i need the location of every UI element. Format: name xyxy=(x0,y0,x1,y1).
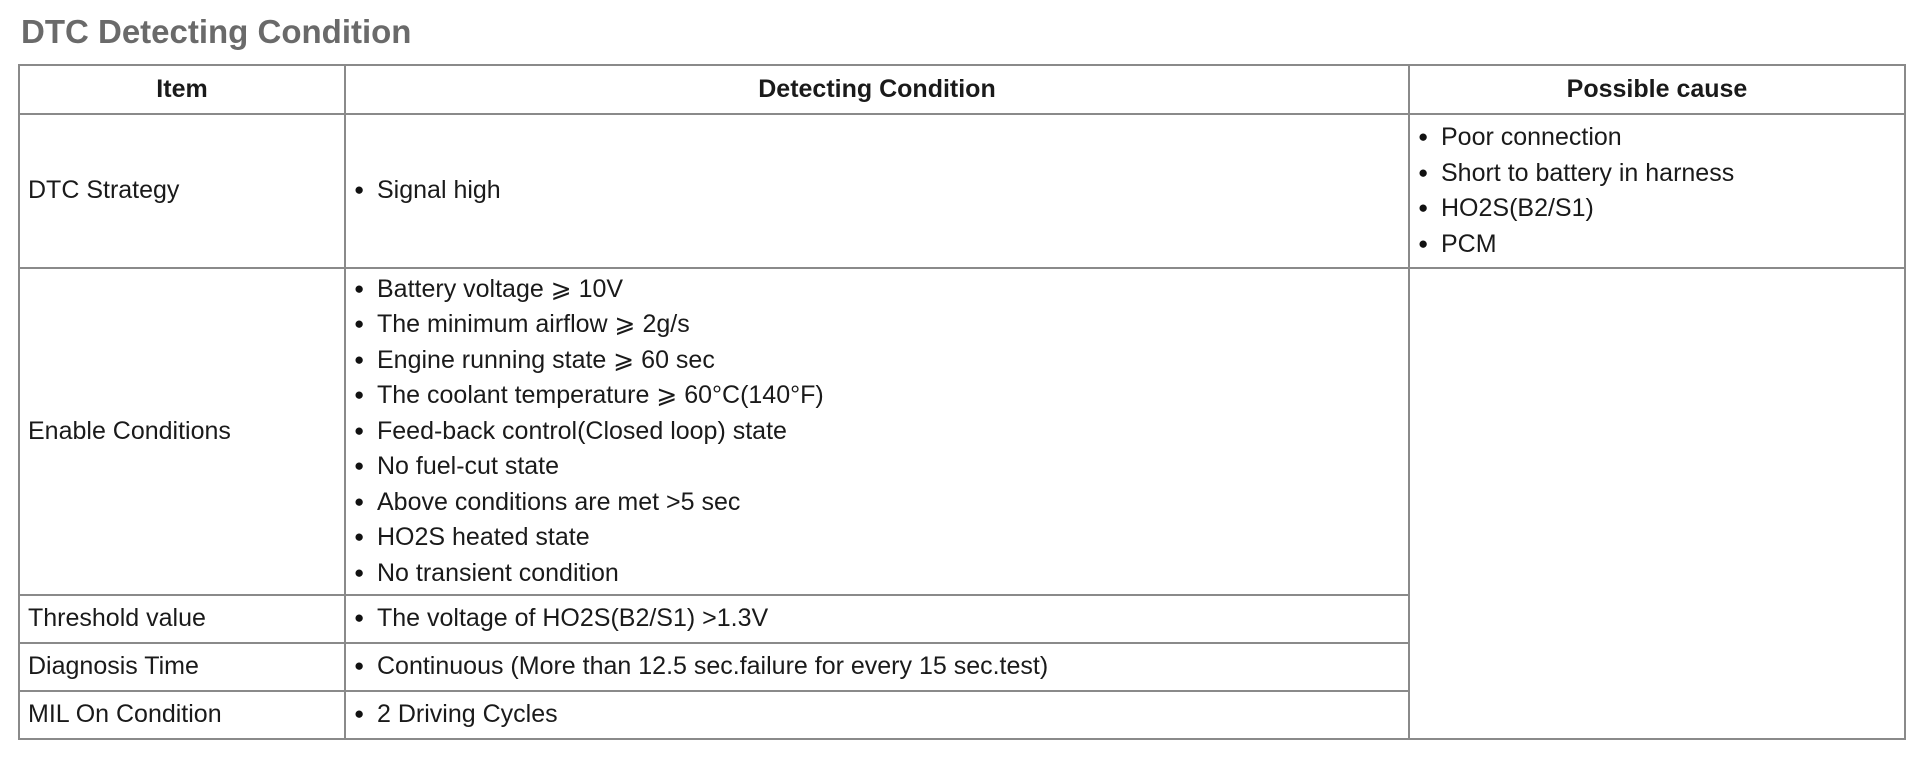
list-item: ● Poor connection xyxy=(1418,120,1896,156)
list-item: ● Feed-back control(Closed loop) state xyxy=(354,414,1400,450)
condition-cell xyxy=(345,595,1409,643)
condition-cell xyxy=(345,114,1409,268)
list-item: ● No fuel-cut state xyxy=(354,449,1400,485)
row-item-label: Diagnosis Time xyxy=(19,643,345,691)
header-item: Item xyxy=(19,65,345,114)
list-item: ● HO2S heated state xyxy=(354,520,1400,556)
header-possible-cause: Possible cause xyxy=(1409,65,1905,114)
list-item: ● HO2S(B2/S1) xyxy=(1418,191,1896,227)
list-item: ● Battery voltage ⩾ 10V xyxy=(354,272,1400,308)
list-item: ● Short to battery in harness xyxy=(1418,156,1896,192)
possible-cause-cell xyxy=(1409,114,1905,268)
dtc-table xyxy=(18,64,1906,740)
row-item-label: Threshold value xyxy=(19,595,345,643)
page-title: DTC Detecting Condition xyxy=(21,13,412,50)
empty-cause-cell xyxy=(1409,268,1905,739)
condition-cell xyxy=(345,691,1409,739)
list-item: ● 2 Driving Cycles xyxy=(354,697,1400,733)
condition-cell xyxy=(345,268,1409,595)
table-row xyxy=(19,268,1905,595)
condition-cell xyxy=(345,643,1409,691)
list-item: ● The coolant temperature ⩾ 60°C(140°F) xyxy=(354,378,1400,414)
list-item: ● Above conditions are met >5 sec xyxy=(354,485,1400,521)
list-item: ● Continuous (More than 12.5 sec.failure for every 15 sec.test) xyxy=(354,649,1400,685)
list-item: ● The voltage of HO2S(B2/S1) >1.3V xyxy=(354,601,1400,637)
list-item: ● Engine running state ⩾ 60 sec xyxy=(354,343,1400,379)
condition-list xyxy=(354,697,1400,733)
condition-list xyxy=(354,601,1400,637)
header-detecting-condition: Detecting Condition xyxy=(345,65,1409,114)
list-item: ● No transient condition xyxy=(354,556,1400,592)
table-header-row xyxy=(19,65,1905,114)
table-row xyxy=(19,114,1905,268)
row-item-label: MIL On Condition xyxy=(19,691,345,739)
row-item-label: DTC Strategy xyxy=(19,114,345,268)
list-item: ● PCM xyxy=(1418,227,1896,263)
condition-list xyxy=(354,173,1400,209)
condition-list xyxy=(354,649,1400,685)
list-item: ● The minimum airflow ⩾ 2g/s xyxy=(354,307,1400,343)
list-item: ● Signal high xyxy=(354,173,1400,209)
cause-list xyxy=(1418,120,1896,262)
row-item-label: Enable Conditions xyxy=(19,268,345,595)
condition-list xyxy=(354,272,1400,592)
